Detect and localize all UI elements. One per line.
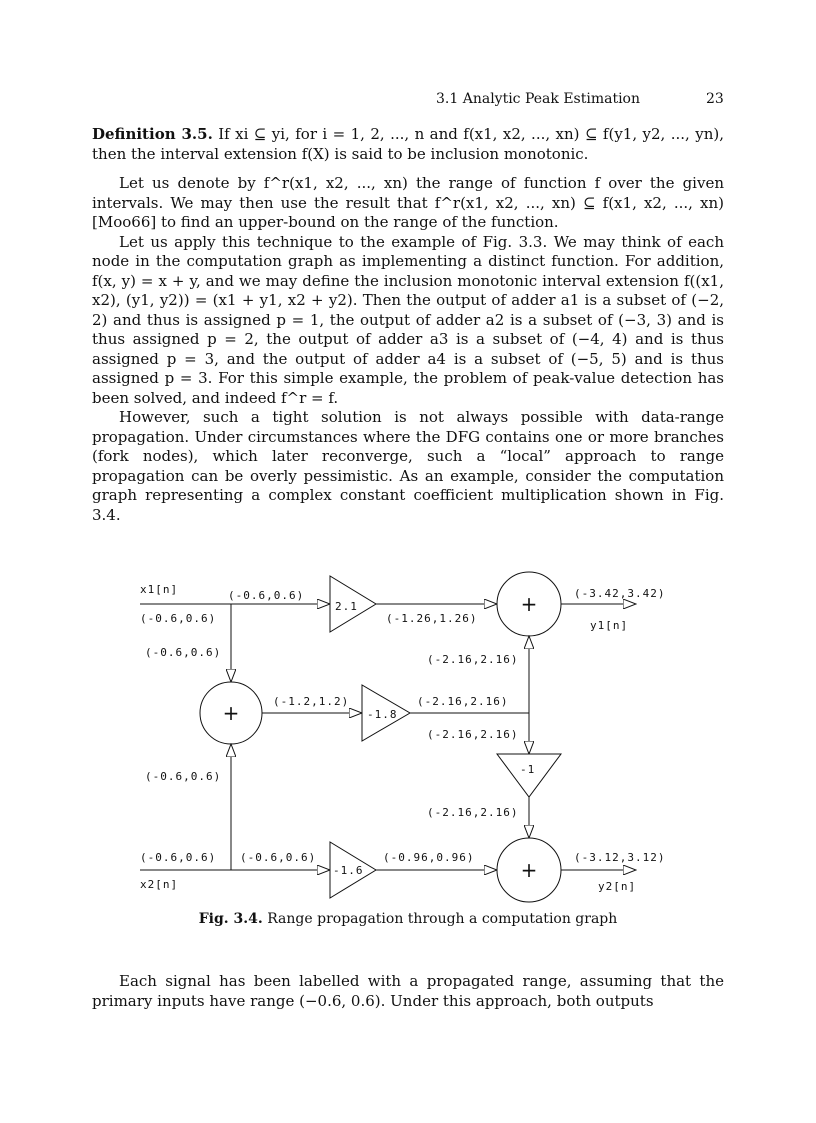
caption-text: Range propagation through a computation graph — [267, 911, 618, 927]
definition-body: If xi ⊆ yi, for i = 1, 2, ..., n and f(x1, x2, ..., xn) ⊆ f(y1, y2, ..., yn), then the interval extension f(X) is said to be inclusion monotonic. — [92, 125, 724, 163]
range-x2: (-0.6,0.6) — [140, 851, 217, 864]
figure-caption — [0, 911, 816, 927]
label-y2: y2[n] — [598, 880, 637, 893]
adder-1-symbol: + — [520, 592, 538, 616]
range-y1: (-3.42,3.42) — [574, 587, 666, 600]
definition-label: Definition 3.5. — [92, 125, 213, 143]
paragraph-2: Let us apply this technique to the example of Fig. 3.3. We may think of each node in the computation graph as implementing a distinct function. For addition, f(x, y) = x + y, and we may define the inclusion monotonic interval extension f((x1, x2), (y1, y2)) = (x1 + y1, x2 + y2). Then the output of adder a1 is a subset of (−2, 2) and thus is assigned p = 1, the output of adder a2 is a subset of (−3, 3) and is thus assigned p = 2, the output of adder a3 is a subset of (−4, 4) and is thus assigned p = 3, and the output of adder a4 is a subset of (−5, 5) and is thus assigned p = 3. For this simple example, the problem of peak-value detection has been solved, and indeed f^r = f. — [92, 232, 724, 407]
label-x2: x2[n] — [140, 878, 179, 891]
paragraph-4: Each signal has been labelled with a propagated range, assuming that the primary inputs have range (−0.6, 0.6). Under this approach, both outputs — [92, 972, 724, 1010]
gain-label-2-1: 2.1 — [335, 600, 358, 613]
adder-mid-symbol: + — [222, 701, 240, 725]
range-gain16-out: (-0.96,0.96) — [383, 851, 475, 864]
range-x1-down: (-0.6,0.6) — [145, 646, 222, 659]
label-y1: y1[n] — [590, 619, 629, 632]
running-header — [436, 91, 724, 107]
range-x1-to-gain21: (-0.6,0.6) — [228, 589, 305, 602]
range-up-to-adder1: (-2.16,2.16) — [427, 653, 519, 666]
paragraph-3: However, such a tight solution is not always possible with data-range propagation. Under circumstances where the DFG contains one or more branches (fork nodes), which later reconverge, such a “local” approach to range propagation can be overly pessimistic. As an example, consider the computation graph representing a complex constant coefficient multiplication shown in Fig. 3.4. — [92, 408, 724, 524]
label-x1: x1[n] — [140, 583, 179, 596]
body-text-bottom — [92, 972, 724, 1011]
range-gain21-out: (-1.26,1.26) — [386, 612, 478, 625]
range-x2-up: (-0.6,0.6) — [145, 770, 222, 783]
caption-label: Fig. 3.4. — [198, 911, 263, 927]
section-title: 3.1 Analytic Peak Estimation — [436, 91, 641, 107]
range-neg-out: (-2.16,2.16) — [427, 806, 519, 819]
gain-label-minus-1: -1 — [520, 763, 536, 776]
range-down-to-neg: (-2.16,2.16) — [427, 728, 519, 741]
gain-label-minus-1-6: -1.6 — [333, 864, 364, 877]
body-text-top — [92, 125, 724, 525]
range-gain18-out: (-2.16,2.16) — [417, 695, 509, 708]
computation-graph-figure — [0, 560, 816, 905]
gain-label-minus-1-8: -1.8 — [367, 708, 398, 721]
range-sum-out: (-1.2,1.2) — [273, 695, 350, 708]
paragraph-1: Let us denote by f^r(x1, x2, ..., xn) the range of function f over the given intervals. We may then use the result that f^r(x1, x2, ..., xn) ⊆ f(x1, x2, ..., xn) [Moo66] to find an upper-bound on the range of the function. — [92, 174, 724, 231]
range-x2-to-gain16: (-0.6,0.6) — [240, 851, 317, 864]
adder-2-symbol: + — [520, 858, 538, 882]
range-y2: (-3.12,3.12) — [574, 851, 666, 864]
definition — [92, 125, 724, 164]
range-x1: (-0.6,0.6) — [140, 612, 217, 625]
page-number: 23 — [706, 91, 724, 107]
